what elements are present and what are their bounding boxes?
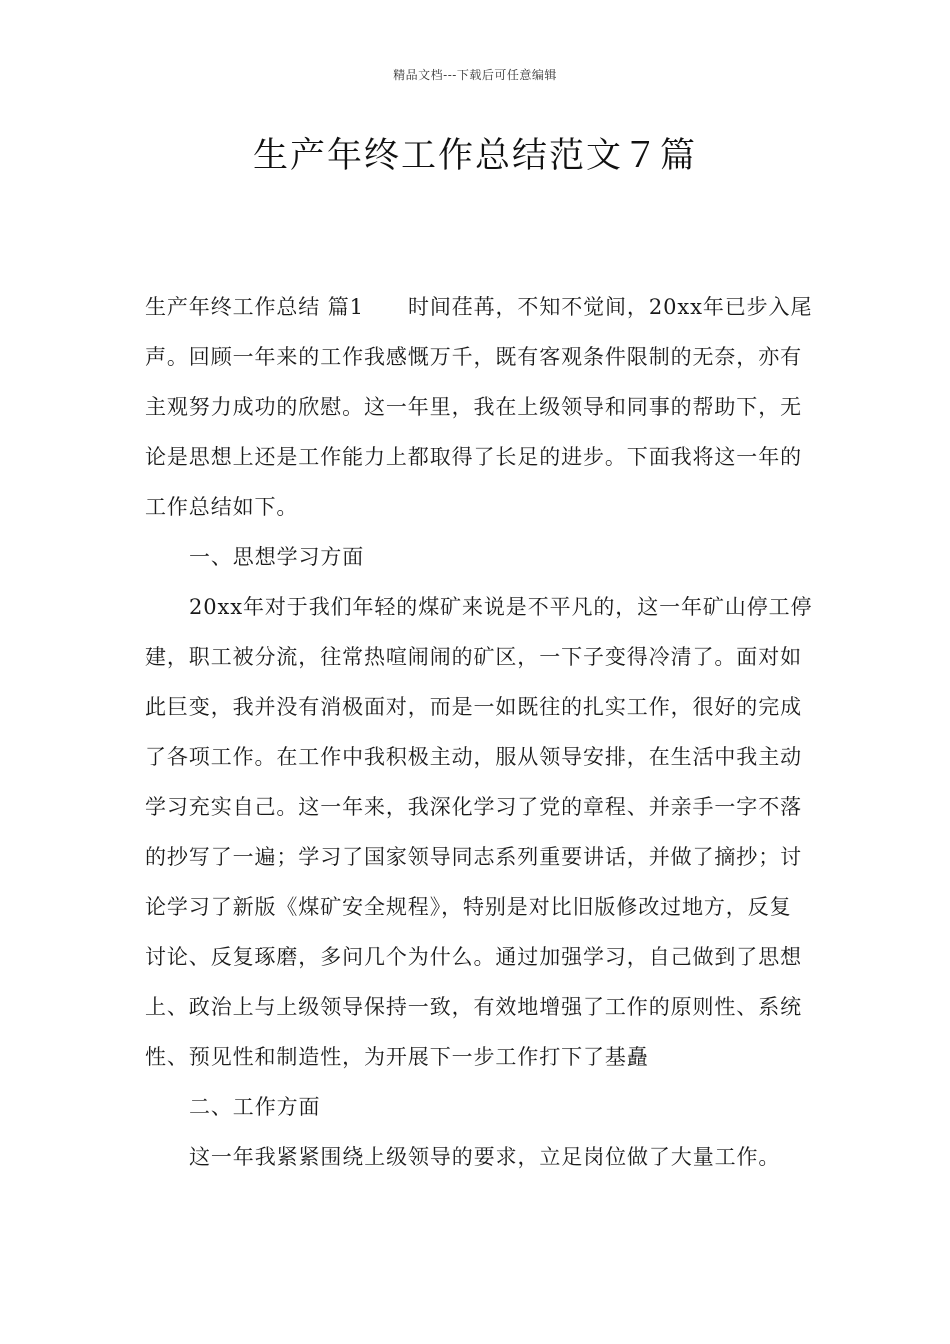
section-paragraph-thought-study: 20xx年对于我们年轻的煤矿来说是不平凡的，这一年矿山停工停建，职工被分流，往常热喧闹闹的矿区，一下子变得冷清了。面对如此巨变，我并没有消极面对，而是一如既往的扎实工作，很好的完成了各项工作。在工作中我积极主动，服从领导安排，在生活中我主动学习充实自己。这一年来，我深化学习了党的章程、并亲手一字不落的抄写了一遍；学习了国家领导同志系列重要讲话，并做了摘抄；讨论学习了新版《煤矿安全规程》，特别是对比旧版修改过地方，反复讨论、反复琢磨，多问几个为什么。通过加强学习，自己做到了思想上、政治上与上级领导保持一致，有效地增强了工作的原则性、系统性、预见性和制造性，为开展下一步工作打下了基矗 [145, 595, 813, 1069]
intro-paragraph [145, 282, 813, 532]
intro-text: 时间荏苒，不知不觉间，20xx年已步入尾声。回顾一年来的工作我感慨万千，既有客观条件限制的无奈，亦有主观努力成功的欣慰。这一年里，我在上级领导和同事的帮助下，无论是思想上还是工作能力上都取得了长足的进步。下面我将这一年的工作总结如下。 [145, 295, 813, 519]
section-heading-work: 二、工作方面 [189, 1095, 321, 1119]
section-heading-thought-study: 一、思想学习方面 [189, 545, 365, 569]
document-title: 生产年终工作总结范文７篇 [252, 136, 697, 176]
page-header: 精品文档---下载后可任意编辑 [393, 68, 557, 82]
section-paragraph-work: 这一年我紧紧围绕上级领导的要求，立足岗位做了大量工作。 [189, 1145, 781, 1169]
document-body [145, 282, 813, 1182]
article-label: 生产年终工作总结 篇1 [145, 295, 364, 319]
